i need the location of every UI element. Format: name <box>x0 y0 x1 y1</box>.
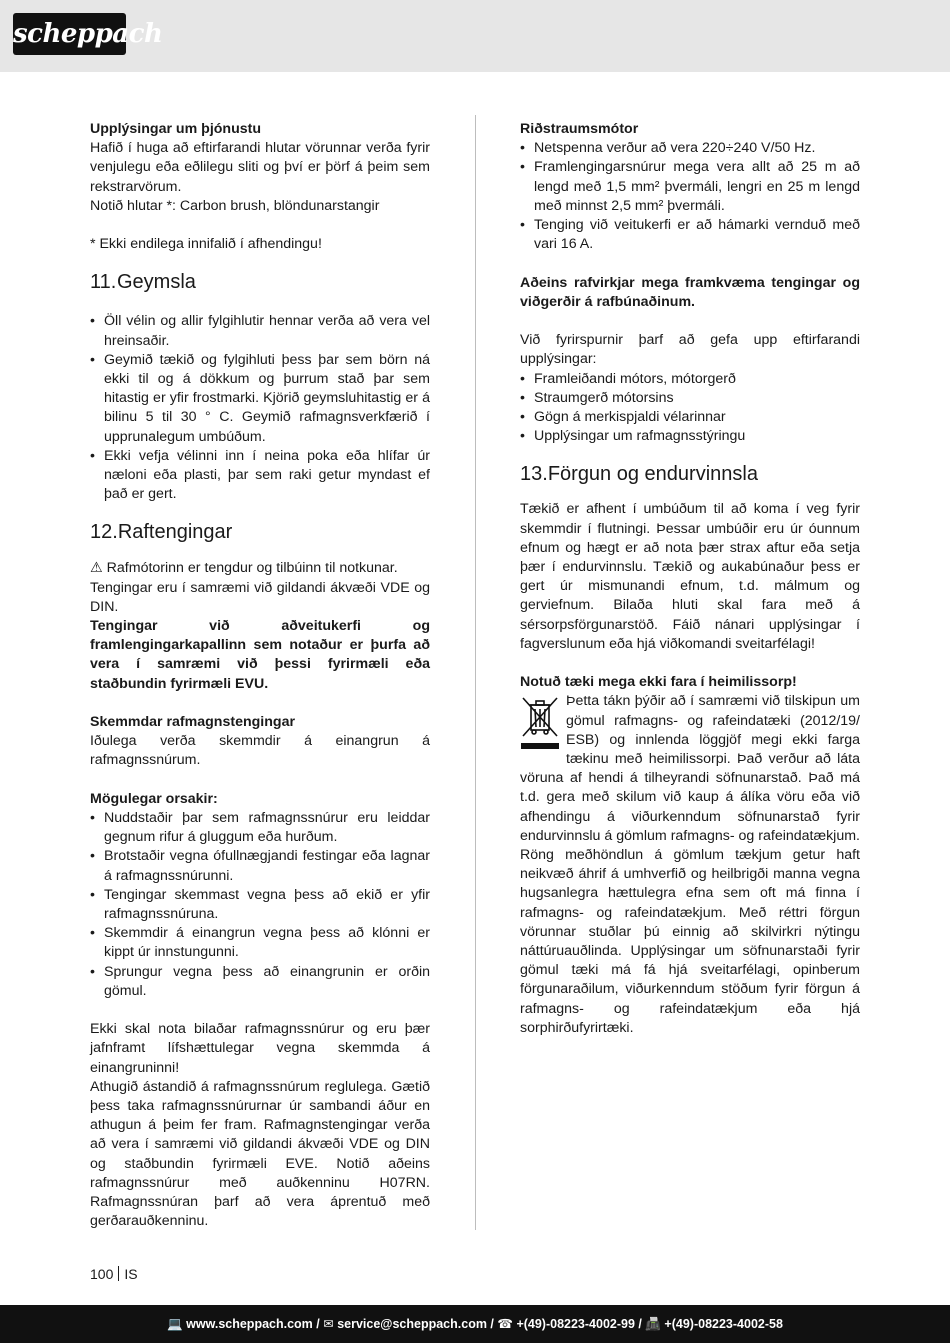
fax-icon: 📠 <box>645 1317 661 1331</box>
weee-text: Þetta tákn þýðir að í samræmi við tilskipun um gömul rafmagns- og rafeindatæki (2012/19/ ESB) og innlenda löggjöf megi ekki farga tækinu með heimilissorpi. Það verður að láta vöruna af hendi á tilheyrandi söfnunarstað. Það má t.d. gera með skilum við kaup á álíka vöru eða við afhendingu á viðurkenndum söfnunarstað fyrir endurvinnslu á gömlum rafmagns- og rafeindatækjum. Röng meðhöndlun á gömlum tækjum getur haft neikvæð áhrif á umhverfið og heilbrigði manna vegna hugsanlegra hættulegra efna sem oft má finna í rafmagns- og rafeindatækjum. Með réttri förgun vörunnar stuðlar þú einnig að skilvirkri nýtingu náttúruauðlinda. Upplýsingar um söfnunarstaði fyrir gömul tæki má fá hjá sveitarfélagi, opinberum förgunaraðilum, viðurkenndum stöðum fyrir förgun á rafmagns- og rafeindatækjum eða hjá sorphirðufyrirtæki. <box>520 693 860 1036</box>
motor-list <box>520 139 860 254</box>
service-info-text: Hafið í huga að eftirfarandi hlutar vörunnar verða fyrir venjulegu eða eðlilegu sliti og því er þörf á þeim sem rekstrarvörum. <box>90 140 430 195</box>
causes-list <box>90 809 430 1001</box>
closing-warning: Ekki skal nota bilaðar rafmagnssnúrur og eru þær jafnframt lífshættulegar vegna skemmda á einangruninni! <box>90 1021 430 1076</box>
list-item: • Framleiðandi mótors, mótorgerð <box>520 370 860 389</box>
damaged-connections-text: Iðulega verða skemmdir á einangrun á rafmagnssnúrum. <box>90 733 430 769</box>
list-item: • Nuddstaðir þar sem rafmagnssnúrur eru leiddar gegnum rifur á gluggum eða hurðum. <box>90 809 430 847</box>
column-divider <box>475 115 476 1230</box>
damaged-connections-heading: Skemmdar rafmagnstengingar <box>90 714 295 731</box>
crossed-bin-icon <box>520 696 560 751</box>
weee-block <box>520 692 860 1038</box>
page-number: 100 IS <box>90 1266 138 1282</box>
section-13-heading: 13.Förgun og endurvinnsla <box>520 463 758 486</box>
list-item: • Ekki vefja vélinni inn í neina poka eða hlífar úr næloni eða plasti, þar sem raki getur myndast ef það er gert. <box>90 447 430 505</box>
list-item: • Netspenna verður að vera 220÷240 V/50 Hz. <box>520 139 860 158</box>
parts-text: Notið hlutar *: Carbon brush, blöndunarstangir <box>90 197 380 214</box>
computer-icon: 💻 <box>167 1317 183 1331</box>
mail-icon: ✉ <box>323 1317 334 1331</box>
list-item: • Tenging við veitukerfi er að hámarki vernduð með vari 16 A. <box>520 216 860 254</box>
list-item: • Brotstaðir vegna ófullnægjandi festingar eða lagnar á rafmagnssnúrunni. <box>90 847 430 885</box>
electrician-note: Aðeins rafvirkjar mega framkvæma tengingar og viðgerðir á rafbúnaðinum. <box>520 274 860 310</box>
ac-motor-heading: Riðstraumsmótor <box>520 121 639 137</box>
fax-number: +(49)-08223-4002-58 <box>664 1317 783 1331</box>
section-11-heading: 11.Geymsla <box>90 271 196 294</box>
warning-line: ⚠ Rafmótorinn er tengdur og tilbúinn til notkunar. <box>90 560 398 577</box>
list-item: • Framlengingarsnúrur mega vera allt að 25 m að lengd með 1,5 mm² þvermáli, lengri en 25 m lengd með minnst 2,5 mm² þvermáli. <box>520 158 860 216</box>
right-column <box>520 120 860 1038</box>
list-item: • Skemmdir á einangrun vegna þess að klónni er kippt úr innstungunni. <box>90 924 430 962</box>
disposal-text: Tækið er afhent í umbúðum til að koma í veg fyrir skemmdir í flutningi. Þessar umbúðir eru úr óunnum efnum og hægt er að nota þær strax aftur eða setja þær í endurvinnslu. Tækið og aukabúnaður þess er gert úr mismunandi efnum, t.d. málmum og gerviefnum. Bilaða hluti skal fara með á sérsorpsförgunarstöð. Fáið nánari upplýsingar í fagverslunum eða hjá viðkomandi sveitarfélagi! <box>520 501 860 652</box>
email-link[interactable]: service@scheppach.com <box>337 1317 487 1331</box>
scheppach-logo: scheppach <box>13 13 126 55</box>
service-info-heading: Upplýsingar um þjónustu <box>90 121 262 137</box>
phone-icon: ☎ <box>497 1317 513 1331</box>
left-column <box>90 120 430 1232</box>
phone-number: +(49)-08223-4002-99 <box>516 1317 635 1331</box>
list-item: • Upplýsingar um rafmagnsstýringu <box>520 427 860 446</box>
inquiry-list <box>520 370 860 447</box>
footnote: * Ekki endilega innifalið í afhendingu! <box>90 236 322 253</box>
list-item: • Straumgerð mótorsins <box>520 389 860 408</box>
list-item: • Öll vélin og allir fylgihlutir hennar verða að vera vel hreinsaðir. <box>90 312 430 350</box>
list-item: • Geymið tækið og fylgihluti þess þar sem börn ná ekki til og á dökkum og þurrum stað þar sem hitastig er yfir frostmarki. Kjörið geymsluhitastig er á bilinu 5 til 30 ° C. Geymið rafmagnsverkfærið í upprunalegum umbúðum. <box>90 351 430 447</box>
possible-causes-heading: Mögulegar orsakir: <box>90 790 218 807</box>
website-link[interactable]: www.scheppach.com <box>186 1317 313 1331</box>
conformity-text: Tengingar eru í samræmi við gildandi ákvæði VDE og DIN. <box>90 579 430 615</box>
section-12-heading: 12.Raftengingar <box>90 521 233 544</box>
storage-list <box>90 312 430 504</box>
list-item: • Gögn á merkispjaldi vélarinnar <box>520 408 860 427</box>
page-footer: 💻 www.scheppach.com / ✉ service@scheppach.com / ☎ +(49)-08223-4002-99 / 📠 +(49)-08223-4002-58 <box>0 1305 950 1343</box>
page-header <box>0 0 950 72</box>
bold-note: Tengingar við aðveitukerfi og framlengingarkapallinn sem notaður er þurfa að vera í samræmi við þessi fyrirmæli eða staðbundin fyrirmæli EVU. <box>90 618 430 692</box>
list-item: • Sprungur vegna þess að einangrunin er orðin gömul. <box>90 963 430 1001</box>
inquiry-text: Við fyrirspurnir þarf að gefa upp eftirfarandi upplýsingar: <box>520 332 860 368</box>
weee-heading: Notuð tæki mega ekki fara í heimilissorp! <box>520 674 797 691</box>
list-item: • Tengingar skemmast vegna þess að ekið er yfir rafmagnssnúruna. <box>90 886 430 924</box>
warning-icon: ⚠ <box>90 560 103 577</box>
closing-text: Athugið ástandið á rafmagnssnúrum reglulega. Gætið þess taka rafmagnssnúrurnar úr sambandi áður en athugun á þeim fer fram. Rafmagnstengingar verða að vera í samræmi við gildandi ákvæði VDE og DIN og staðbundin fyrirmæli EVE. Notið aðeins rafmagnssnúrur með auðkenninu H07RN. Rafmagnssnúran þarf að vera áprentuð með gerðarauðkenninu. <box>90 1078 430 1230</box>
